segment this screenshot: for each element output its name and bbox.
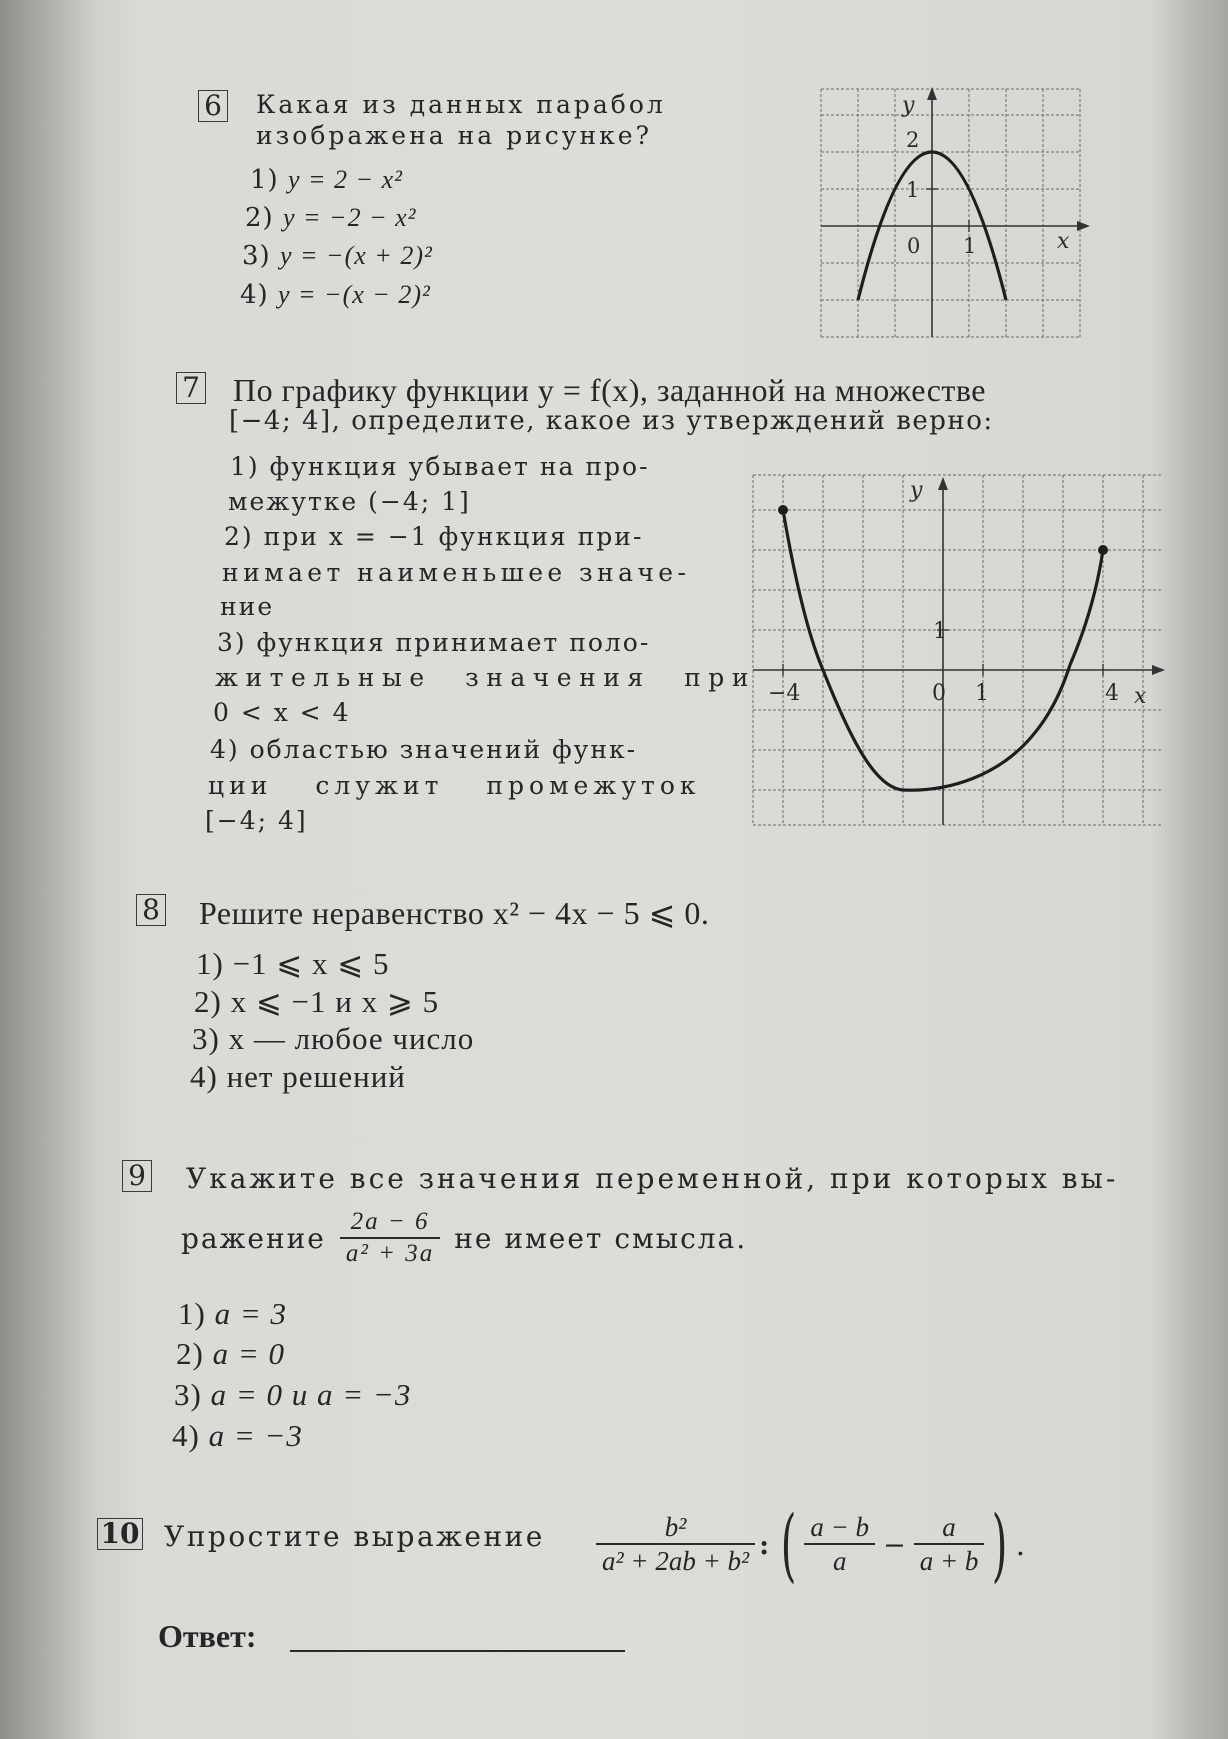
question-number-8: 8 <box>136 894 166 926</box>
option-line: 2) при x = −1 функция при- <box>224 522 644 551</box>
tick-label-xm4: −4 <box>768 681 801 706</box>
option-line: 1) функция убывает на про- <box>230 452 650 481</box>
fraction-numerator: b² <box>596 1512 755 1545</box>
tick-label-y2: 2 <box>906 128 920 152</box>
question-number-7: 7 <box>176 372 206 404</box>
q6-option-4[interactable] <box>240 280 431 310</box>
fraction-numerator: a <box>914 1512 985 1545</box>
fraction-denominator: a² + 2ab + b² <box>602 1546 750 1577</box>
question-number-9: 9 <box>122 1160 152 1192</box>
q9-option-3[interactable] <box>174 1377 411 1413</box>
q9-text-prefix: ражение <box>181 1221 326 1255</box>
option-label: 3) <box>174 1377 202 1412</box>
x-axis-arrow-icon <box>1152 665 1165 675</box>
q7-text-line1: По графику функции y = f(x), заданной на множестве <box>233 372 986 408</box>
option-line: жительные значения при <box>215 663 756 692</box>
q6-option-2[interactable] <box>245 203 416 233</box>
q6-option-3[interactable] <box>242 241 433 271</box>
q8-text: Решите неравенство x² − 4x − 5 ⩽ 0. <box>199 895 710 931</box>
option-label: 2) <box>245 203 274 233</box>
q9-option-4[interactable] <box>172 1418 303 1454</box>
tick-label-x4: 4 <box>1105 681 1119 706</box>
q9-option-2[interactable] <box>176 1336 285 1372</box>
option-line: нимает наименьшее значе- <box>222 558 691 587</box>
option-label: 4) <box>190 1059 218 1094</box>
q6-text-line1: Какая из данных парабол <box>256 90 666 119</box>
tick-label-y1: 1 <box>906 178 920 202</box>
option-expr: a = 3 <box>214 1296 287 1331</box>
option-expr: y = −(x + 2)² <box>279 241 433 270</box>
option-label: 4) <box>240 280 269 310</box>
fraction-denominator: a² + 3a <box>345 1239 435 1267</box>
q9-option-1[interactable] <box>178 1296 287 1332</box>
q8-option-4[interactable] <box>190 1059 406 1095</box>
option-expr: x — любое число <box>228 1021 475 1056</box>
option-expr: y = 2 − x² <box>287 165 403 194</box>
tick-label-x1: 1 <box>963 234 977 258</box>
x-axis-label: x <box>1134 684 1147 709</box>
q8-option-2[interactable] <box>194 984 439 1020</box>
right-paren: ) <box>992 1498 1008 1591</box>
option-label: 4) <box>172 1418 200 1453</box>
q9-text-line1: Укажите все значения переменной, при которых вы- <box>186 1162 1119 1195</box>
option-expr: −1 ⩽ x ⩽ 5 <box>232 946 390 981</box>
y-axis-label: y <box>902 93 915 118</box>
fraction-denominator: a <box>832 1546 847 1577</box>
q7-text-line2: [−4; 4], определите, какое из утверждений верно: <box>229 406 994 436</box>
q10-text: Упростите выражение <box>164 1520 545 1553</box>
fraction-2 <box>804 1512 875 1577</box>
divide-sign: : <box>759 1529 770 1561</box>
q8-option-3[interactable] <box>192 1021 474 1057</box>
option-expr: x ⩽ −1 и x ⩾ 5 <box>230 984 440 1019</box>
endpoint-right <box>1098 545 1108 555</box>
option-label: 1) <box>196 946 224 981</box>
origin-label: 0 <box>932 681 946 706</box>
option-expr: a = 0 и a = −3 <box>210 1377 412 1412</box>
option-expr: y = −(x − 2)² <box>277 280 431 309</box>
option-label: 2) <box>194 984 222 1019</box>
option-line: 0 < x < 4 <box>213 698 351 727</box>
option-label: 2) <box>176 1336 204 1371</box>
option-line: 3) функция принимает поло- <box>217 628 651 657</box>
fraction-1 <box>596 1512 755 1577</box>
question-number-10: 10 <box>97 1518 143 1550</box>
answer-input-line[interactable] <box>290 1650 625 1652</box>
option-line: ции служит промежуток <box>208 771 701 800</box>
option-expr: y = −2 − x² <box>282 203 417 232</box>
option-line: [−4; 4] <box>205 806 308 835</box>
option-line: 4) областью значений функ- <box>210 735 638 764</box>
q6-option-1[interactable] <box>250 165 403 195</box>
fraction-denominator: a + b <box>919 1546 979 1577</box>
fraction-3 <box>914 1512 985 1577</box>
option-expr: a = −3 <box>208 1418 303 1453</box>
q7-function-graph <box>750 470 1170 830</box>
y-axis-arrow-icon <box>938 477 948 490</box>
option-label: 1) <box>250 165 279 195</box>
question-number-6: 6 <box>198 90 228 122</box>
q9-fraction <box>340 1208 440 1269</box>
fraction-numerator: a − b <box>804 1512 875 1545</box>
option-label: 3) <box>242 241 271 271</box>
option-label: 1) <box>178 1296 206 1331</box>
origin-label: 0 <box>907 234 921 258</box>
q6-parabola-graph <box>815 85 1090 340</box>
option-expr: нет решений <box>226 1059 406 1094</box>
x-axis-label: x <box>1057 229 1070 254</box>
minus-sign: − <box>883 1529 906 1561</box>
q8-option-1[interactable] <box>196 946 390 982</box>
y-axis-label: y <box>910 478 923 503</box>
option-line: ние <box>220 592 275 621</box>
q6-text-line2: изображена на рисунке? <box>256 121 652 150</box>
fraction-numerator: 2a − 6 <box>340 1208 440 1239</box>
option-expr: a = 0 <box>212 1336 285 1371</box>
left-paren: ( <box>780 1498 797 1591</box>
tick-label-y1: 1 <box>933 619 947 644</box>
x-axis-arrow-icon <box>1077 221 1090 231</box>
q10-expression: $\frac{\text{b²}}{\text{a² + 2ab + b²}}$ : ( $\frac{a - b}{a}$ − $\frac{a}{a + b}$ ) . <box>596 1505 1025 1585</box>
answer-label: Ответ: <box>158 1618 257 1654</box>
q9-text-suffix: не имеет смысла. <box>454 1221 748 1255</box>
q9-text-line2 <box>181 1208 747 1269</box>
tick-label-x1: 1 <box>975 681 989 706</box>
option-line: межутке (−4; 1] <box>228 487 471 516</box>
option-label: 3) <box>192 1021 220 1056</box>
endpoint-left <box>778 505 788 515</box>
